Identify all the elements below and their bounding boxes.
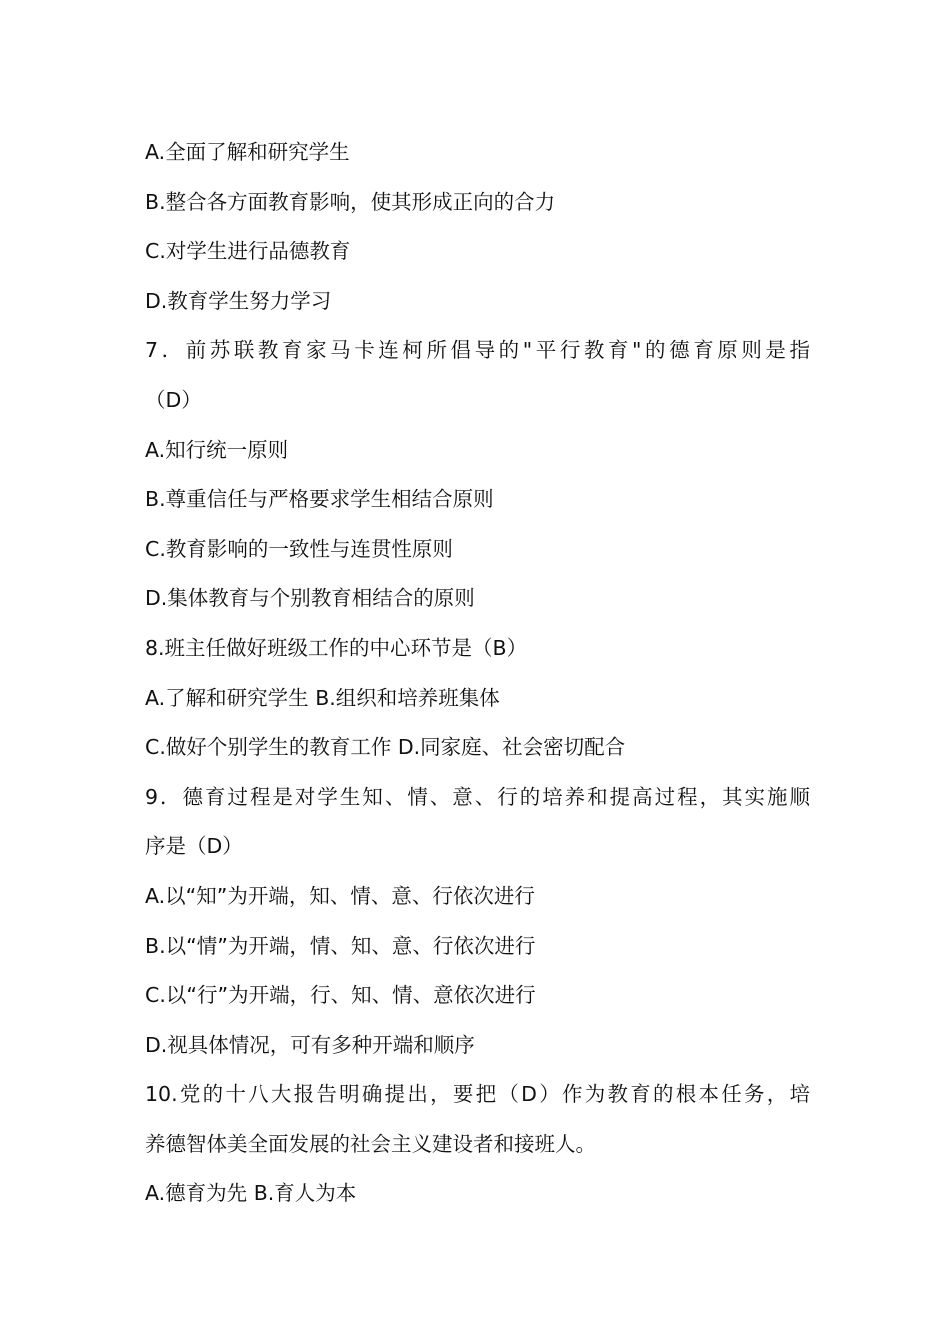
question-10-continuation: 养德智体美全面发展的社会主义建设者和接班人。 xyxy=(145,1131,596,1156)
option-line-q7-b: B.尊重信任与严格要求学生相结合原则 xyxy=(145,487,494,512)
option-line-q6-a: A.全面了解和研究学生 xyxy=(145,140,350,164)
question-9-continuation: 序是（D） xyxy=(145,834,243,859)
option-line-q6-d: D.教育学生努力学习 xyxy=(145,288,332,313)
question-9-text: 9．德育过程是对学生知、情、意、行的培养和提高过程，其实施顺 xyxy=(145,784,810,809)
option-line-q6-c: C.对学生进行品德教育 xyxy=(145,239,351,264)
option-line-q7-d: D.集体教育与个别教育相结合的原则 xyxy=(145,586,475,611)
question-8-text: 8.班主任做好班级工作的中心环节是（B） xyxy=(145,635,528,660)
question-7-answer: （D） xyxy=(145,387,202,412)
option-line-q9-d: D.视具体情况，可有多种开端和顺序 xyxy=(145,1032,475,1057)
option-line-q9-c: C.以“行”为开端，行、知、情、意依次进行 xyxy=(145,983,536,1008)
option-line-q7-c: C.教育影响的一致性与连贯性原则 xyxy=(145,536,453,561)
question-10-text: 10.党的十八大报告明确提出，要把（D）作为教育的根本任务，培 xyxy=(145,1082,810,1107)
option-line-q9-b: B.以“情”为开端，情、知、意、行依次进行 xyxy=(145,933,536,958)
option-line-q7-a: A.知行统一原则 xyxy=(145,437,289,462)
option-line-q10-ab: A.德育为先 B.育人为本 xyxy=(145,1181,357,1206)
option-line-q8-ab: A.了解和研究学生 B.组织和培养班集体 xyxy=(145,685,500,710)
option-line-q8-cd: C.做好个别学生的教育工作 D.同家庭、社会密切配合 xyxy=(145,735,626,760)
option-line-q9-a: A.以“知”为开端，知、情、意、行依次进行 xyxy=(145,883,535,908)
question-7-text: 7．前苏联教育家马卡连柯所倡导的"平行教育"的德育原则是指 xyxy=(145,338,810,363)
document-body xyxy=(145,128,810,1219)
option-line-q6-b: B.整合各方面教育影响，使其形成正向的合力 xyxy=(145,189,556,214)
